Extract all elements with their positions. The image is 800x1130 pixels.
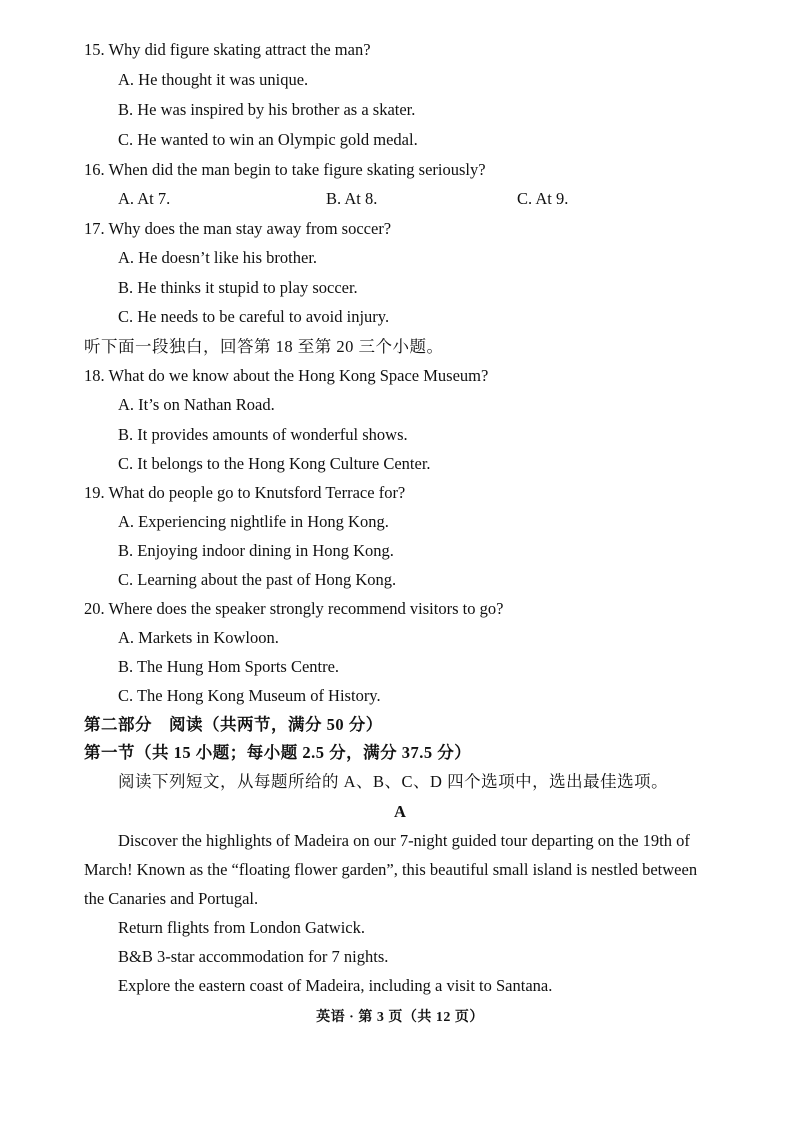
question-18-option-c: C. It belongs to the Hong Kong Culture Center.	[118, 454, 431, 473]
question-15-option-a: A. He thought it was unique.	[118, 70, 309, 89]
question-20-option-b: B. The Hung Hom Sports Centre.	[118, 657, 340, 676]
passage-item-1: Return flights from London Gatwick.	[118, 918, 366, 937]
question-20-option-a: A. Markets in Kowloon.	[118, 628, 279, 647]
question-18-stem: 18. What do we know about the Hong Kong Space Museum?	[84, 366, 489, 385]
question-19-option-a: A. Experiencing nightlife in Hong Kong.	[118, 512, 389, 531]
passage-line-2: March! Known as the “floating flower garden”, this beautiful small island is nestled between	[84, 860, 698, 879]
question-19-stem: 19. What do people go to Knutsford Terrace for?	[84, 483, 406, 502]
question-17-option-a: A. He doesn’t like his brother.	[118, 248, 318, 267]
question-15-option-c: C. He wanted to win an Olympic gold medal.	[118, 130, 418, 149]
question-15-option-b: B. He was inspired by his brother as a skater.	[118, 100, 416, 119]
question-16-option-a: A. At 7.	[118, 189, 171, 208]
question-19-option-b: B. Enjoying indoor dining in Hong Kong.	[118, 541, 394, 560]
page-footer: 英语 · 第 3 页（共 12 页）	[316, 1010, 484, 1025]
passage-line-1: Discover the highlights of Madeira on our 7-night guided tour departing on the 19th of	[118, 831, 690, 850]
question-16-option-b: B. At 8.	[326, 189, 378, 208]
listening-instruction: 听下面一段独白，回答第 18 至第 20 三个小题。	[84, 337, 444, 356]
section1-title: 第一节（共 15 小题；每小题 2.5 分，满分 37.5 分）	[84, 743, 472, 762]
part2-title: 第二部分 阅读（共两节，满分 50 分）	[84, 715, 383, 734]
passage-label: A	[394, 802, 406, 821]
question-17-stem: 17. Why does the man stay away from soccer?	[84, 219, 392, 238]
passage-item-2: B&B 3-star accommodation for 7 nights.	[118, 947, 389, 966]
question-17-option-c: C. He needs to be careful to avoid injury.	[118, 307, 390, 326]
question-18-option-a: A. It’s on Nathan Road.	[118, 395, 275, 414]
question-18-option-b: B. It provides amounts of wonderful shows.	[118, 425, 408, 444]
passage-line-3: the Canaries and Portugal.	[84, 889, 259, 908]
question-20-stem: 20. Where does the speaker strongly recommend visitors to go?	[84, 599, 504, 618]
section1-instruction: 阅读下列短文，从每题所给的 A、B、C、D 四个选项中，选出最佳选项。	[118, 772, 669, 791]
passage-item-3: Explore the eastern coast of Madeira, including a visit to Santana.	[118, 976, 553, 995]
question-16-option-c: C. At 9.	[517, 189, 569, 208]
question-15-stem: 15. Why did figure skating attract the man?	[84, 40, 371, 59]
question-17-option-b: B. He thinks it stupid to play soccer.	[118, 278, 358, 297]
question-19-option-c: C. Learning about the past of Hong Kong.	[118, 570, 397, 589]
question-20-option-c: C. The Hong Kong Museum of History.	[118, 686, 381, 705]
question-16-stem: 16. When did the man begin to take figure skating seriously?	[84, 160, 486, 179]
